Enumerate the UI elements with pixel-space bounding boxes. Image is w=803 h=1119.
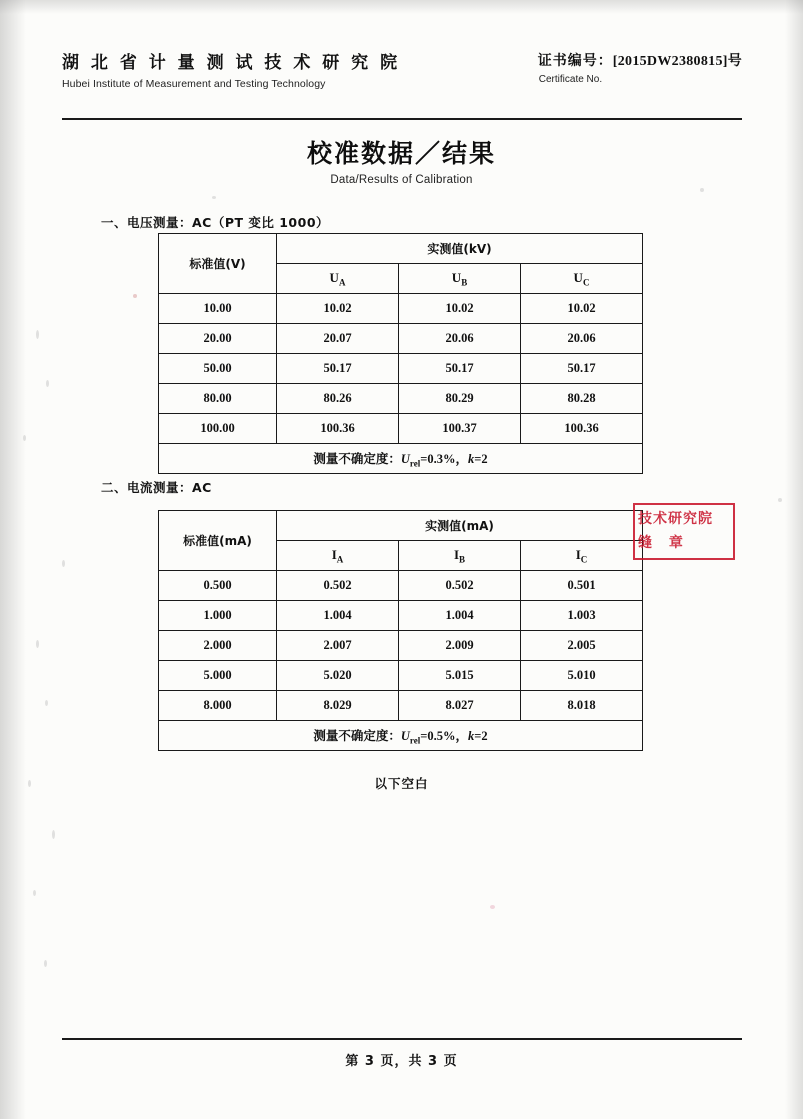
- column-header-standard: 标准值(mA): [159, 511, 277, 571]
- scan-speck: [44, 960, 47, 967]
- cell-standard: 100.00: [159, 414, 277, 444]
- page-footer: 第 3 页，共 3 页: [345, 1054, 458, 1069]
- certificate-number-block: [538, 48, 742, 85]
- cell-ub: 80.29: [399, 384, 521, 414]
- cell-standard: 20.00: [159, 324, 277, 354]
- table-note-row: [159, 721, 643, 751]
- column-header-uc: $U_C$: [521, 264, 643, 294]
- cell-ub: 100.37: [399, 414, 521, 444]
- uncertainty-symbol: U: [400, 728, 410, 743]
- document-header: [62, 48, 742, 90]
- stamp-line-2: 缝 章: [638, 535, 689, 551]
- cell-ia: 5.020: [277, 661, 399, 691]
- column-header-ub: $U_B$: [399, 264, 521, 294]
- cell-standard: 80.00: [159, 384, 277, 414]
- section-heading-current: 二、电流测量：AC: [101, 480, 212, 495]
- column-header-ib: $I_B$: [399, 541, 521, 571]
- cell-standard: 5.000: [159, 661, 277, 691]
- voltage-measurement-table: [158, 233, 643, 474]
- table-header-row: [159, 234, 643, 264]
- cell-standard: 8.000: [159, 691, 277, 721]
- cell-ia: 2.007: [277, 631, 399, 661]
- footer-divider: [62, 1038, 742, 1040]
- table-row: [159, 601, 643, 631]
- page-title-cn: 校准数据／结果: [306, 139, 496, 168]
- stamp-line-1: 技术研究院: [638, 511, 713, 527]
- cell-ic: 1.003: [521, 601, 643, 631]
- cell-ua: 80.26: [277, 384, 399, 414]
- cell-standard: 10.00: [159, 294, 277, 324]
- cell-ua: 10.02: [277, 294, 399, 324]
- cell-ua: 100.36: [277, 414, 399, 444]
- organization-name-en: Hubei Institute of Measurement and Testing Technology: [62, 78, 326, 90]
- cell-uc: 20.06: [521, 324, 643, 354]
- table-row: [159, 294, 643, 324]
- cell-ic: 8.018: [521, 691, 643, 721]
- uncertainty-label: 测量不确定度：: [313, 451, 401, 466]
- cell-ib: 0.502: [399, 571, 521, 601]
- cell-ua: 50.17: [277, 354, 399, 384]
- cell-ub: 20.06: [399, 324, 521, 354]
- cell-ib: 8.027: [399, 691, 521, 721]
- column-header-ua: $U_A$: [277, 264, 399, 294]
- table-row: [159, 631, 643, 661]
- scan-speck: [52, 830, 55, 839]
- table-row: [159, 384, 643, 414]
- table-header-row: [159, 511, 643, 541]
- cell-ub: 10.02: [399, 294, 521, 324]
- certificate-label-cn: 证书编号：: [537, 53, 613, 69]
- cell-standard: 1.000: [159, 601, 277, 631]
- scan-edge-shadow-top: [0, 0, 803, 14]
- table-row: [159, 324, 643, 354]
- cell-standard: 2.000: [159, 631, 277, 661]
- table-row: [159, 354, 643, 384]
- uncertainty-label: 测量不确定度：: [313, 728, 401, 743]
- current-measurement-table: [158, 510, 643, 751]
- cell-ic: 5.010: [521, 661, 643, 691]
- column-header-ic: $I_C$: [521, 541, 643, 571]
- cell-ia: 0.502: [277, 571, 399, 601]
- column-header-standard: 标准值(V): [159, 234, 277, 294]
- uncertainty-symbol-sub: rel: [409, 735, 421, 746]
- uncertainty-note: [159, 721, 643, 751]
- coverage-factor-symbol: k: [468, 451, 475, 466]
- scan-speck: [36, 640, 39, 648]
- official-seal-stamp: [633, 503, 735, 560]
- scan-speck: [212, 196, 216, 199]
- coverage-factor-value: =2: [474, 728, 488, 743]
- scan-speck: [36, 330, 39, 339]
- table-row: [159, 691, 643, 721]
- scan-speck: [490, 905, 495, 909]
- cell-ia: 8.029: [277, 691, 399, 721]
- column-header-measured: 实测值(kV): [277, 234, 643, 264]
- cell-standard: 50.00: [159, 354, 277, 384]
- coverage-factor-value: =2: [474, 451, 488, 466]
- cell-ib: 5.015: [399, 661, 521, 691]
- column-header-measured: 实测值(mA): [277, 511, 643, 541]
- uncertainty-symbol-sub: rel: [409, 458, 421, 469]
- scan-speck: [23, 435, 26, 441]
- cell-ua: 20.07: [277, 324, 399, 354]
- cell-ib: 1.004: [399, 601, 521, 631]
- scan-speck: [700, 188, 704, 192]
- cell-ic: 0.501: [521, 571, 643, 601]
- uncertainty-symbol: U: [400, 451, 410, 466]
- organization-block: [62, 48, 400, 90]
- cell-uc: 80.28: [521, 384, 643, 414]
- uncertainty-note: [159, 444, 643, 474]
- page-title-en: Data/Results of Calibration: [330, 174, 473, 186]
- blank-below-note: 以下空白: [374, 776, 429, 791]
- cell-ic: 2.005: [521, 631, 643, 661]
- certificate-number-line: [538, 50, 742, 70]
- cell-ub: 50.17: [399, 354, 521, 384]
- coverage-factor-symbol: k: [468, 728, 475, 743]
- section-heading-voltage: 一、电压测量：AC（PT 变比 1000）: [101, 215, 330, 230]
- table-row: [159, 571, 643, 601]
- scan-speck: [45, 700, 48, 706]
- uncertainty-value: =0.5%，: [420, 728, 468, 743]
- scan-speck: [33, 890, 36, 896]
- certificate-number-value: [2015DW2380815]号: [612, 54, 742, 69]
- cell-uc: 50.17: [521, 354, 643, 384]
- column-header-ia: $I_A$: [277, 541, 399, 571]
- table-row: [159, 414, 643, 444]
- cell-ib: 2.009: [399, 631, 521, 661]
- table-note-row: [159, 444, 643, 474]
- uncertainty-value: =0.3%，: [420, 451, 468, 466]
- header-divider: [62, 118, 742, 120]
- scan-speck: [778, 498, 782, 502]
- scan-speck: [133, 294, 137, 298]
- scan-speck: [62, 560, 65, 567]
- organization-name-cn: 湖 北 省 计 量 测 试 技 术 研 究 院: [62, 53, 401, 73]
- scan-speck: [46, 380, 49, 387]
- cell-uc: 10.02: [521, 294, 643, 324]
- cell-ia: 1.004: [277, 601, 399, 631]
- certificate-label-en: Certificate No.: [538, 74, 603, 85]
- table-row: [159, 661, 643, 691]
- cell-standard: 0.500: [159, 571, 277, 601]
- cell-uc: 100.36: [521, 414, 643, 444]
